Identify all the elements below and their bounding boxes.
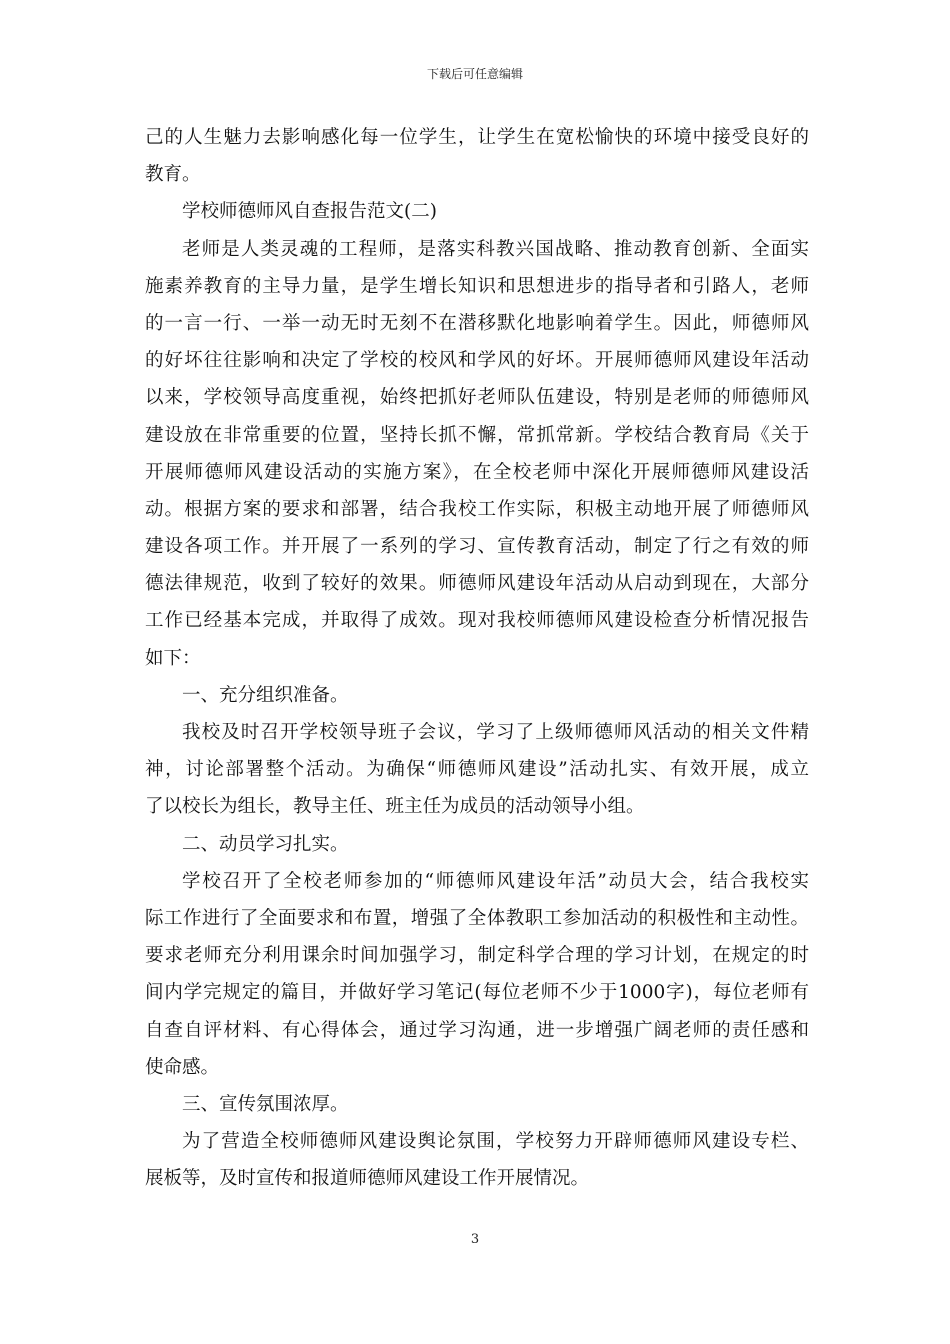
paragraph-line: 建设各项工作。并开展了一系列的学习、宣传教育活动，制定了行之有效的师: [145, 536, 809, 558]
document-body: [145, 119, 809, 1197]
page-number: 3: [470, 1232, 480, 1247]
paragraph-line: 自查自评材料、有心得体会，通过学习沟通，进一步增强广阔老师的责任感和: [145, 1019, 809, 1041]
paragraph-line: 老师是人类灵魂的工程师，是落实科教兴国战略、推动教育创新、全面实: [182, 238, 809, 260]
section-heading: 一、充分组织准备。: [182, 684, 349, 706]
paragraph-line: 教育。: [145, 164, 201, 186]
paragraph-line: 使命感。: [145, 1056, 220, 1078]
paragraph-line: 了以校长为组长，教导主任、班主任为成员的活动领导小组。: [145, 796, 645, 818]
paragraph-line: 际工作进行了全面要求和布置，增强了全体教职工参加活动的积极性和主动性。: [145, 907, 809, 929]
paragraph-line: 建设放在非常重要的位置，坚持长抓不懈，常抓常新。学校结合教育局《关于: [145, 424, 809, 446]
page-header: 下载后可任意编辑: [426, 67, 523, 81]
section-heading: 二、动员学习扎实。: [182, 833, 349, 855]
section-heading: 三、宣传氛围浓厚。: [182, 1093, 349, 1115]
paragraph-line: 为了营造全校师德师风建设舆论氛围，学校努力开辟师德师风建设专栏、: [182, 1131, 809, 1153]
paragraph-line: 动。根据方案的要求和部署，结合我校工作实际，积极主动地开展了师德师风: [145, 498, 809, 520]
paragraph-line: 间内学完规定的篇目，并做好学习笔记(每位老师不少于1000字)，每位老师有: [145, 982, 809, 1004]
paragraph-line: 的一言一行、一举一动无时无刻不在潜移默化地影响着学生。因此，师德师风: [145, 312, 809, 334]
paragraph-line: 我校及时召开学校领导班子会议，学习了上级师德师风活动的相关文件精: [182, 722, 809, 743]
paragraph-line: 的好坏往往影响和决定了学校的校风和学风的好坏。开展师德师风建设年活动: [145, 350, 809, 372]
paragraph-line: 工作已经基本完成，并取得了成效。现对我校师德师风建设检查分析情况报告: [145, 610, 809, 632]
paragraph-line: 德法律规范，收到了较好的效果。师德师风建设年活动从启动到现在，大部分: [145, 573, 809, 595]
paragraph-line: 己的人生魅力去影响感化每一位学生，让学生在宽松愉快的环境中接受良好的: [145, 127, 809, 148]
paragraph-line: 以来，学校领导高度重视，始终把抓好老师队伍建设，特别是老师的师德师风: [145, 387, 809, 409]
paragraph-line: 要求老师充分利用课余时间加强学习，制定科学合理的学习计划，在规定的时: [145, 945, 809, 967]
paragraph-line: 展板等，及时宣传和报道师德师风建设工作开展情况。: [145, 1168, 590, 1190]
paragraph-line: 开展师德师风建设活动的实施方案》，在全校老师中深化开展师德师风建设活: [145, 461, 809, 483]
paragraph-line: 神，讨论部署整个活动。为确保“师德师风建设”活动扎实、有效开展，成立: [145, 759, 809, 781]
paragraph-line: 施素养教育的主导力量，是学生增长知识和思想进步的指导者和引路人，老师: [145, 275, 809, 297]
paragraph-line: 如下：: [145, 647, 201, 669]
paragraph-line: 学校召开了全校老师参加的“师德师风建设年活”动员大会，结合我校实: [182, 870, 809, 892]
section-title: 学校师德师风自查报告范文(二): [182, 201, 437, 223]
